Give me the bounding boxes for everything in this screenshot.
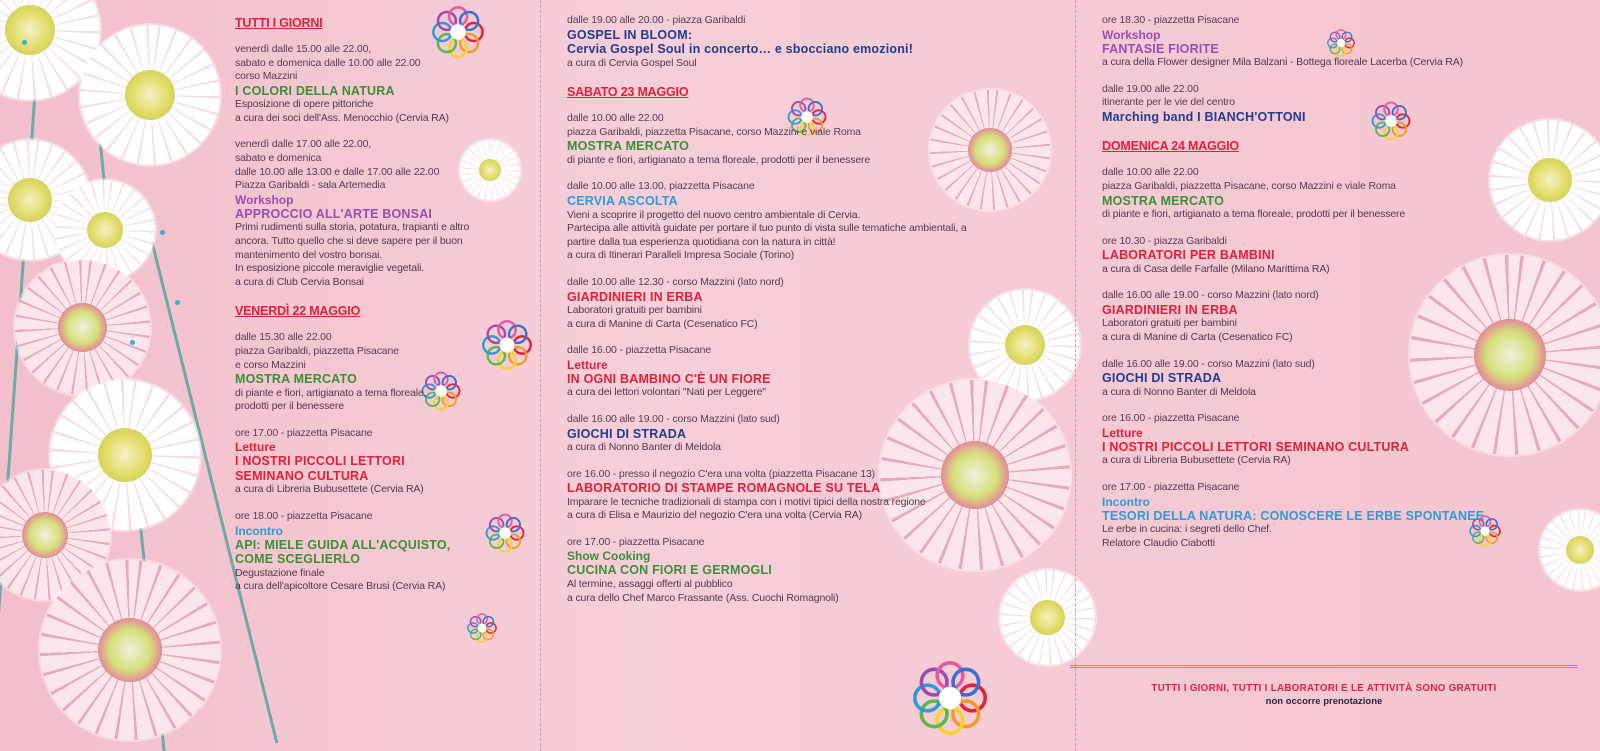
event-info-line: ore 16.00 - presso il negozio C'era una volta (piazzetta Pisacane 13) bbox=[567, 467, 876, 480]
event-note-line: ancora. Tutto quello che si deve sapere per il buon bbox=[235, 234, 463, 247]
event-info-line: itinerante per le vie del centro bbox=[1102, 96, 1235, 109]
event-info-line: dalle 10.00 alle 22.00 bbox=[567, 112, 664, 125]
event-info-line: ore 17.00 - piazzetta Pisacane bbox=[235, 426, 373, 439]
event-note-line: prodotti per il benessere bbox=[235, 400, 344, 413]
event-item bbox=[567, 276, 1047, 331]
event-note-line: mantenimento del vostro bonsai. bbox=[235, 248, 383, 261]
event-info-line: dalle 10.00 alle 13.00 e dalle 17.00 alle 22.00 bbox=[235, 165, 440, 178]
event-type: Incontro bbox=[235, 523, 283, 538]
event-note-line: a cura di Libreria Bubusettete (Cervia RA) bbox=[1102, 454, 1291, 467]
event-info-line: piazza Garibaldi, piazzetta Pisacane, corso Mazzini e viale Roma bbox=[1102, 179, 1396, 192]
twig-decoration bbox=[160, 230, 165, 235]
event-title: LABORATORIO DI STAMPE ROMAGNOLE SU TELA bbox=[567, 481, 881, 496]
event-info-line: Piazza Garibaldi - sala Artemedia bbox=[235, 179, 386, 192]
event-info-line: piazza Garibaldi, piazzetta Pisacane, corso Mazzini e viale Roma bbox=[567, 125, 861, 138]
event-item bbox=[1102, 358, 1542, 400]
event-title: I COLORI DELLA NATURA bbox=[235, 83, 395, 98]
event-note-line: a cura di Nonno Banter di Meldola bbox=[567, 441, 721, 453]
event-info-line: dalle 16.00 alle 19.00 - corso Mazzini (lato sud) bbox=[567, 412, 780, 425]
event-note-line: Laboratori gratuiti per bambini bbox=[567, 304, 702, 317]
day-heading: TUTTI I GIORNI bbox=[235, 16, 323, 30]
event-item bbox=[567, 468, 1047, 523]
column-left bbox=[235, 14, 490, 607]
flower-image bbox=[40, 560, 220, 740]
event-title: FANTASIE FIORITE bbox=[1102, 41, 1219, 56]
event-title: MOSTRA MERCATO bbox=[1102, 193, 1225, 208]
event-title: GIOCHI DI STRADA bbox=[1102, 371, 1222, 386]
event-info-line: ore 18.30 - piazzetta Pisacane bbox=[1102, 14, 1240, 26]
event-type: Letture bbox=[235, 440, 276, 455]
event-title: I NOSTRI PICCOLI LETTORI bbox=[235, 454, 405, 469]
event-item bbox=[1102, 235, 1542, 277]
event-note-line: partire dalla tua esperienza quotidiana con la natura in città! bbox=[567, 235, 836, 248]
event-note-line: a cura di Manine di Carta (Cesenatico FC) bbox=[1102, 331, 1293, 344]
event-note-line: Esposizione di opere pittoriche bbox=[235, 98, 374, 111]
event-note-line: In esposizione piccole meraviglie vegetali. bbox=[235, 262, 425, 275]
event-info-line: piazza Garibaldi, piazzetta Pisacane bbox=[235, 344, 399, 357]
event-item bbox=[1102, 166, 1542, 221]
event-item bbox=[235, 510, 490, 594]
event-title: GIARDINIERI IN ERBA bbox=[1102, 302, 1238, 317]
fold-line bbox=[1075, 0, 1076, 751]
event-info-line: corso Mazzini bbox=[235, 70, 298, 83]
event-title: LABORATORI PER BAMBINI bbox=[1102, 248, 1275, 263]
event-info-line: dalle 19.00 alle 22.00 bbox=[1102, 82, 1199, 95]
event-item bbox=[1102, 481, 1542, 550]
event-note-line: a cura di Casa delle Farfalle (Milano Marittima RA) bbox=[1102, 262, 1330, 275]
twig-decoration bbox=[175, 300, 180, 305]
flower-image bbox=[1540, 510, 1600, 590]
event-type: Workshop bbox=[235, 192, 294, 207]
event-item bbox=[567, 180, 1047, 262]
event-item bbox=[235, 43, 490, 125]
event-note-line: a cura dei lettori volontari "Nati per Leggere" bbox=[567, 386, 766, 399]
event-title: GOSPEL IN BLOOM: bbox=[567, 27, 693, 42]
event-info-line: dalle 16.00 alle 19.00 - corso Mazzini (lato sud) bbox=[1102, 357, 1315, 370]
event-item bbox=[567, 344, 1047, 400]
flower-logo-icon bbox=[484, 512, 526, 554]
event-note-line: a cura della Flower designer Mila Balzani - Bottega floreale Lacerba (Cervia RA) bbox=[1102, 56, 1463, 69]
event-info-line: dalle 16.00 alle 19.00 - corso Mazzini (lato nord) bbox=[1102, 289, 1319, 302]
day-heading: DOMENICA 24 MAGGIO bbox=[1102, 139, 1239, 154]
event-note-line: di piante e fiori, artigianato a tema floreale, prodotti per il benessere bbox=[1102, 208, 1406, 221]
event-info-line: dalle 10.00 alle 13.00, piazzetta Pisacane bbox=[567, 180, 755, 193]
event-note-line: Partecipa alle attività guidate per portare il tuo punto di vista sulle tematiche ambientali, a bbox=[567, 222, 967, 235]
event-item bbox=[235, 331, 490, 413]
event-type: Incontro bbox=[1102, 494, 1150, 509]
event-title: IN OGNI BAMBINO C'È UN FIORE bbox=[567, 371, 771, 386]
flower-logo-icon bbox=[466, 612, 498, 644]
event-title: TESORI DELLA NATURA: CONOSCERE LE ERBE SPONTANEE bbox=[1102, 508, 1485, 523]
event-info-line: sabato e domenica bbox=[235, 152, 322, 165]
footer-no-booking-text: non occorre prenotazione bbox=[1265, 696, 1383, 707]
event-item bbox=[1102, 412, 1542, 468]
event-note-line: Le erbe in cucina: i segreti dello Chef. bbox=[1102, 523, 1272, 536]
event-info-line: sabato e domenica dalle 10.00 alle 22.00 bbox=[235, 56, 421, 69]
event-item bbox=[1102, 83, 1542, 125]
event-note-line: a cura di Club Cervia Bonsai bbox=[235, 275, 364, 288]
event-info-line: ore 18.00 - piazzetta Pisacane bbox=[235, 509, 373, 522]
event-title: GIOCHI DI STRADA bbox=[567, 426, 687, 441]
event-type: Letture bbox=[1102, 425, 1143, 440]
event-item bbox=[235, 138, 490, 289]
flower-image bbox=[15, 260, 150, 395]
event-title: CERVIA ASCOLTA bbox=[567, 194, 678, 209]
twig-decoration bbox=[130, 340, 135, 345]
column-center bbox=[567, 14, 1047, 618]
event-note-line: a cura di Elisa e Maurizio del negozio C'era una volta (Cervia RA) bbox=[567, 509, 862, 522]
event-title: GIARDINIERI IN ERBA bbox=[567, 289, 703, 304]
event-note-line: Vieni a scoprire il progetto del nuovo centro ambientale di Cervia. bbox=[567, 208, 861, 221]
event-title: API: MIELE GUIDA ALL'ACQUISTO, bbox=[235, 537, 451, 552]
event-info-line: dalle 10.00 alle 12.30 - corso Mazzini (lato nord) bbox=[567, 275, 784, 288]
event-info-line: dalle 19.00 alle 20.00 - piazza Garibaldi bbox=[567, 14, 746, 26]
event-title: COME SCEGLIERLO bbox=[235, 552, 361, 567]
event-title: MOSTRA MERCATO bbox=[235, 372, 358, 387]
event-title: Cervia Gospel Soul in concerto… e sbocciano emozioni! bbox=[567, 42, 914, 57]
event-info-line: venerdì dalle 15.00 alle 22.00, bbox=[235, 43, 372, 55]
event-type: Letture bbox=[567, 357, 608, 372]
event-info-line: ore 17.00 - piazzetta Pisacane bbox=[567, 535, 705, 548]
event-note-line: di piante e fiori, artigianato a tema floreale, bbox=[235, 386, 427, 399]
event-note-line: a cura di Cervia Gospel Soul bbox=[567, 56, 697, 69]
event-title: Marching band I BIANCH'OTTONI bbox=[1102, 109, 1306, 124]
event-info-line: ore 16.00 - piazzetta Pisacane bbox=[1102, 412, 1240, 425]
event-note-line: a cura di Manine di Carta (Cesenatico FC) bbox=[567, 317, 758, 330]
event-item bbox=[1102, 14, 1542, 70]
event-info-line: dalle 10.00 alle 22.00 bbox=[1102, 166, 1199, 179]
event-note-line: Imparare le tecniche tradizionali di stampa con i motivi tipici della nostra regione bbox=[567, 495, 926, 508]
event-note-line: a cura dell'apicoltore Cesare Brusi (Cervia RA) bbox=[235, 580, 446, 593]
event-item bbox=[235, 427, 490, 497]
event-note-line: Al termine, assaggi offerti al pubblico bbox=[567, 577, 733, 590]
event-title: SEMINANO CULTURA bbox=[235, 468, 369, 483]
event-info-line: e corso Mazzini bbox=[235, 358, 306, 371]
event-info-line: dalle 16.00 - piazzetta Pisacane bbox=[567, 344, 712, 357]
event-item bbox=[567, 14, 1047, 70]
event-note-line: a cura dello Chef Marco Frassante (Ass. Cuochi Romagnoli) bbox=[567, 591, 839, 604]
event-title: APPROCCIO ALL'ARTE BONSAI bbox=[235, 206, 433, 221]
flower-logo-icon bbox=[910, 658, 990, 738]
flower-image bbox=[80, 25, 220, 165]
event-note-line: di piante e fiori, artigianato a tema floreale, prodotti per il benessere bbox=[567, 153, 871, 166]
event-title: CUCINA CON FIORI E GERMOGLI bbox=[567, 563, 772, 578]
event-note-line: Laboratori gratuiti per bambini bbox=[1102, 317, 1237, 330]
event-info-line: venerdì dalle 17.00 alle 22.00, bbox=[235, 138, 372, 151]
event-note-line: a cura dei soci dell'Ass. Menocchio (Cervia RA) bbox=[235, 111, 449, 124]
event-info-line: ore 17.00 - piazzetta Pisacane bbox=[1102, 481, 1240, 493]
event-info-line: dalle 15.30 alle 22.00 bbox=[235, 331, 332, 344]
event-note-line: Degustazione finale bbox=[235, 566, 325, 579]
event-type: Show Cooking bbox=[567, 549, 651, 564]
day-heading: SABATO 23 MAGGIO bbox=[567, 85, 689, 100]
footer-box bbox=[1070, 665, 1578, 745]
event-type: Workshop bbox=[1102, 27, 1161, 42]
event-note-line: a cura di Nonno Banter di Meldola bbox=[1102, 385, 1256, 398]
event-note-line: Relatore Claudio Ciabotti bbox=[1102, 536, 1215, 549]
event-item bbox=[567, 413, 1047, 455]
event-title: MOSTRA MERCATO bbox=[567, 139, 690, 154]
event-item bbox=[1102, 289, 1542, 344]
footer-free-text: TUTTI I GIORNI, TUTTI I LABORATORI E LE ATTIVITÀ SONO GRATUITI bbox=[1151, 683, 1497, 694]
event-note-line: a cura di Itinerari Paralleli Impresa Sociale (Torino) bbox=[567, 249, 795, 262]
event-info-line: ore 10.30 - piazza Garibaldi bbox=[1102, 234, 1227, 247]
event-title: I NOSTRI PICCOLI LETTORI SEMINANO CULTURA bbox=[1102, 439, 1410, 454]
event-note-line: a cura di Libreria Bubusettete (Cervia RA) bbox=[235, 483, 424, 496]
twig-decoration bbox=[22, 40, 27, 45]
event-item bbox=[567, 112, 1047, 167]
event-note-line: Primi rudimenti sulla storia, potatura, trapianti e altro bbox=[235, 221, 470, 234]
day-heading: VENERDÌ 22 MAGGIO bbox=[235, 304, 361, 319]
fold-line bbox=[540, 0, 541, 751]
event-item bbox=[567, 536, 1047, 605]
column-right bbox=[1102, 14, 1542, 563]
